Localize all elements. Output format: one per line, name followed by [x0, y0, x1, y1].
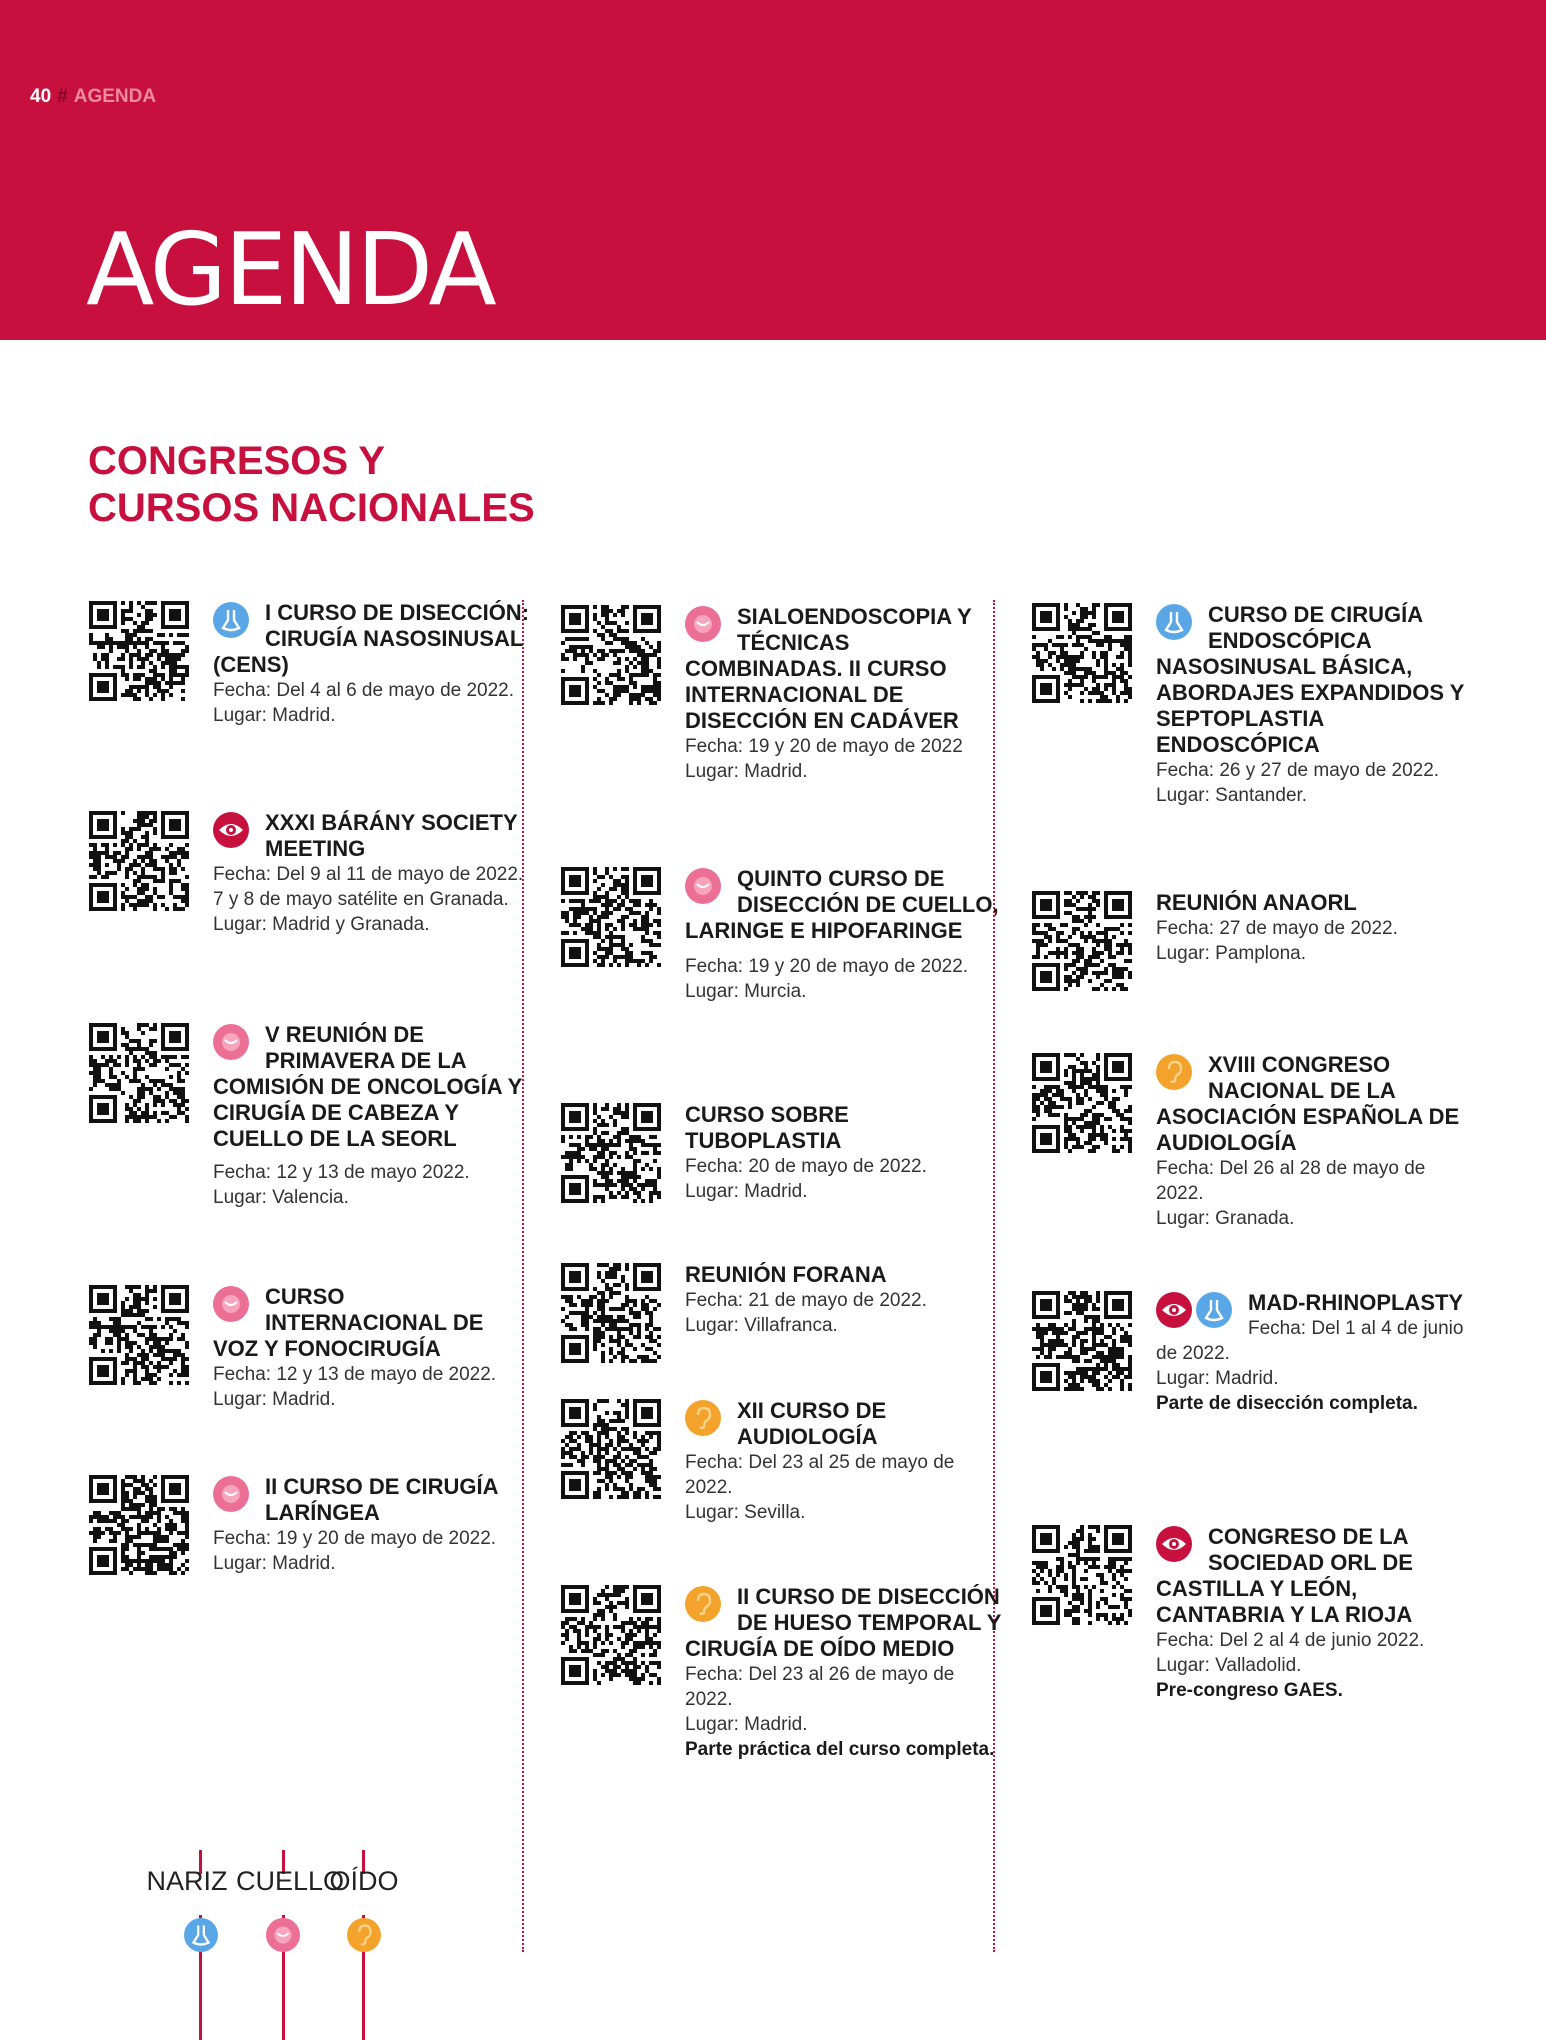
event-title: CURSO INTERNACIONAL DE VOZ Y FONOCIRUGÍA — [213, 1284, 484, 1361]
event-place: Lugar: Sevilla. — [685, 1502, 806, 1523]
page-title: AGENDA — [86, 211, 494, 328]
qr-code[interactable] — [1031, 890, 1133, 992]
event-place: Lugar: Madrid. — [1156, 1368, 1279, 1389]
hash-separator: # — [57, 86, 68, 107]
event-title: CURSO DE CIRUGÍA ENDOSCÓPICA NASOSINUSAL BÁSICA, ABORDAJES EXPANDIDOS Y SEPTOPLASTIA ENDOSCÓPICA — [1156, 602, 1465, 757]
event-title: CONGRESO DE LA SOCIEDAD ORL DE CASTILLA Y LEÓN, CANTABRIA Y LA RIOJA — [1156, 1524, 1413, 1627]
qr-code[interactable] — [1031, 602, 1133, 704]
event-title: REUNIÓN FORANA — [685, 1262, 887, 1287]
qr-code[interactable] — [560, 1398, 662, 1500]
event-icons — [1156, 604, 1196, 640]
event-date: Fecha: 12 y 13 de mayo 2022. — [213, 1162, 470, 1183]
event-date: Fecha: Del 4 al 6 de mayo de 2022. — [213, 680, 515, 701]
qr-code[interactable] — [560, 1102, 662, 1204]
event-place: Lugar: Valencia. — [213, 1187, 349, 1208]
event-title: SIALOENDOSCOPIA Y TÉCNICAS COMBINADAS. II CURSO INTERNACIONAL DE DISECCIÓN EN CADÁVER — [685, 604, 972, 733]
header-band — [0, 0, 1546, 340]
eye-icon — [213, 812, 249, 848]
event-date: Fecha: 19 y 20 de mayo de 2022. — [685, 956, 969, 977]
event-title: CURSO SOBRE TUBOPLASTIA — [685, 1102, 849, 1153]
event-place: Lugar: Murcia. — [685, 981, 807, 1002]
event-date: Fecha: 21 de mayo de 2022. — [685, 1290, 927, 1311]
nose-icon — [184, 1918, 218, 1952]
event-icons — [1156, 1292, 1236, 1328]
subtitle-line-2: CURSOS NACIONALES — [88, 486, 535, 530]
event-title: V REUNIÓN DE PRIMAVERA DE LA COMISIÓN DE ONCOLOGÍA Y CIRUGÍA DE CABEZA Y CUELLO DE LA SEORL — [213, 1022, 522, 1151]
event-icons — [213, 1476, 253, 1512]
event-icons — [685, 606, 725, 642]
event-date: Fecha: Del 9 al 11 de mayo de 2022. 7 y 8 de mayo satélite en Granada. — [213, 864, 524, 910]
nose-icon — [213, 602, 249, 638]
neck-icon — [213, 1024, 249, 1060]
event-date: Fecha: Del 2 al 4 de junio 2022. — [1156, 1630, 1425, 1651]
event-date: Fecha: Del 23 al 26 de mayo de 2022. — [685, 1664, 955, 1710]
qr-code[interactable] — [88, 600, 190, 702]
event-place: Lugar: Granada. — [1156, 1208, 1295, 1229]
neck-icon — [685, 868, 721, 904]
event-icons — [685, 1586, 725, 1622]
page-number: 40 — [30, 86, 52, 107]
event-place: Lugar: Madrid. — [213, 1553, 336, 1574]
neck-icon — [685, 606, 721, 642]
qr-code[interactable] — [560, 866, 662, 968]
event-place: Lugar: Madrid. — [685, 1714, 808, 1735]
eye-icon — [1156, 1526, 1192, 1562]
event-icons — [685, 1400, 725, 1436]
event-title: XII CURSO DE AUDIOLOGÍA — [737, 1398, 887, 1449]
event-title: XVIII CONGRESO NACIONAL DE LA ASOCIACIÓN ESPAÑOLA DE AUDIOLOGÍA — [1156, 1052, 1460, 1155]
event-place: Lugar: Madrid. — [685, 761, 808, 782]
eye-icon — [1156, 1292, 1192, 1328]
event-place: Lugar: Villafranca. — [685, 1315, 838, 1336]
event-place: Lugar: Pamplona. — [1156, 943, 1306, 964]
event-icons — [1156, 1054, 1196, 1090]
neck-icon — [213, 1476, 249, 1512]
nose-icon — [1196, 1292, 1232, 1328]
event-icons — [1156, 1526, 1196, 1562]
event-icons — [213, 602, 253, 638]
event-title: QUINTO CURSO DE DISECCIÓN DE CUELLO, LARINGE E HIPOFARINGE — [685, 866, 999, 943]
neck-icon — [213, 1286, 249, 1322]
qr-code[interactable] — [88, 1474, 190, 1576]
subtitle-line-1: CONGRESOS Y — [88, 439, 386, 483]
qr-code[interactable] — [1031, 1524, 1133, 1626]
column-divider — [522, 600, 524, 1952]
event-date: Fecha: Del 23 al 25 de mayo de 2022. — [685, 1452, 955, 1498]
event-date: Fecha: 19 y 20 de mayo de 2022. — [213, 1528, 497, 1549]
event-note: Parte práctica del curso completa. — [685, 1739, 995, 1760]
legend-label-oido: OÍDO — [329, 1866, 399, 1896]
section-subtitle — [88, 438, 608, 532]
event-icons — [213, 1286, 253, 1322]
qr-code[interactable] — [88, 1284, 190, 1386]
qr-code[interactable] — [88, 810, 190, 912]
event-note: Pre-congreso GAES. — [1156, 1680, 1343, 1701]
event-place: Lugar: Valladolid. — [1156, 1655, 1302, 1676]
event-icons — [213, 812, 253, 848]
event-date: Fecha: Del 1 al 4 de junio de 2022. — [1156, 1318, 1464, 1364]
page-number-line — [30, 86, 156, 108]
section-label: AGENDA — [73, 86, 157, 107]
qr-code[interactable] — [560, 604, 662, 706]
neck-icon — [266, 1918, 300, 1952]
ear-icon — [1156, 1054, 1192, 1090]
event-title: XXXI BÁRÁNY SOCIETY MEETING — [265, 810, 518, 861]
event-date: Fecha: 12 y 13 de mayo de 2022. — [213, 1364, 497, 1385]
qr-code[interactable] — [88, 1022, 190, 1124]
event-place: Lugar: Madrid. — [213, 705, 336, 726]
qr-code[interactable] — [1031, 1052, 1133, 1154]
legend-label-nariz: NARIZ — [146, 1866, 228, 1896]
legend-label-cuello: CUELLO — [236, 1866, 345, 1896]
event-icons — [213, 1024, 253, 1060]
event-date: Fecha: 19 y 20 de mayo de 2022 — [685, 736, 963, 757]
event-date: Fecha: 20 de mayo de 2022. — [685, 1156, 927, 1177]
qr-code[interactable] — [560, 1262, 662, 1364]
ear-icon — [347, 1918, 381, 1952]
ear-icon — [685, 1586, 721, 1622]
qr-code[interactable] — [560, 1584, 662, 1686]
event-place: Lugar: Madrid y Granada. — [213, 914, 430, 935]
event-date: Fecha: 27 de mayo de 2022. — [1156, 918, 1398, 939]
event-place: Lugar: Madrid. — [685, 1181, 808, 1202]
event-title: REUNIÓN ANAORL — [1156, 890, 1357, 915]
qr-code[interactable] — [1031, 1290, 1133, 1392]
event-note: Parte de disección completa. — [1156, 1393, 1418, 1414]
event-title: II CURSO DE CIRUGÍA LARÍNGEA — [265, 1474, 498, 1525]
event-place: Lugar: Santander. — [1156, 785, 1308, 806]
event-title: I CURSO DE DISECCIÓN: CIRUGÍA NASOSINUSAL (CENS) — [213, 600, 530, 677]
nose-icon — [1156, 604, 1192, 640]
event-title: MAD-RHINOPLASTY — [1248, 1290, 1464, 1315]
event-date: Fecha: 26 y 27 de mayo de 2022. — [1156, 760, 1440, 781]
event-place: Lugar: Madrid. — [213, 1389, 336, 1410]
event-icons — [685, 868, 725, 904]
event-date: Fecha: Del 26 al 28 de mayo de 2022. — [1156, 1158, 1426, 1204]
ear-icon — [685, 1400, 721, 1436]
event-title: II CURSO DE DISECCIÓN DE HUESO TEMPORAL Y CIRUGÍA DE OÍDO MEDIO — [685, 1584, 1002, 1661]
